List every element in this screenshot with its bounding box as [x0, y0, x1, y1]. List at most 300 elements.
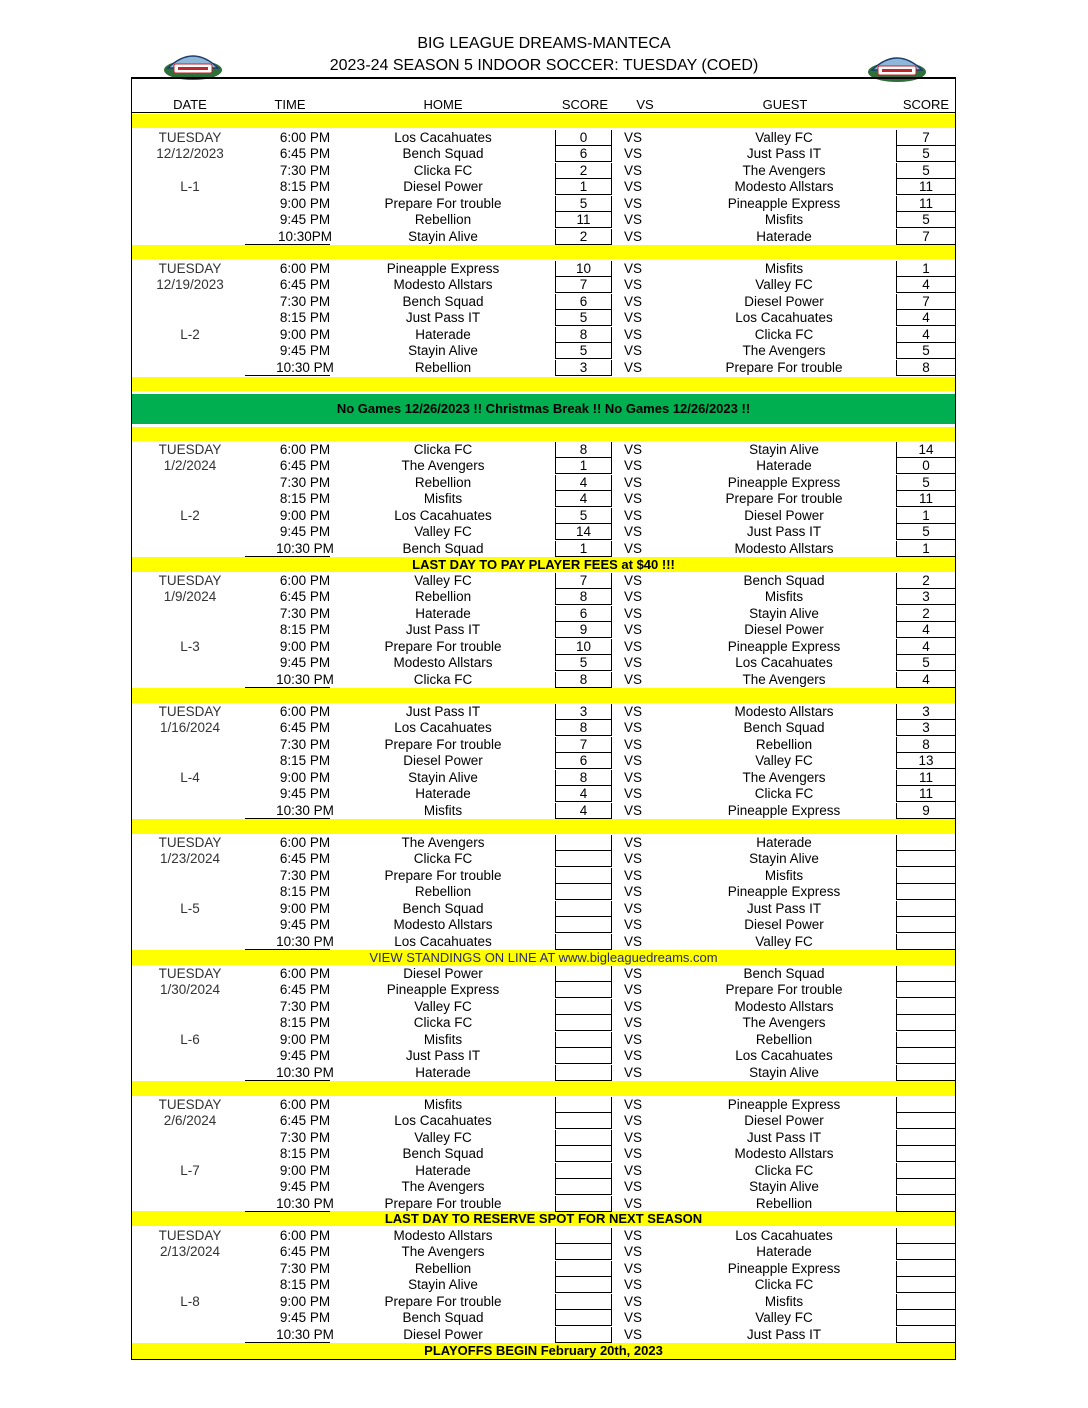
home-team: Just Pass IT: [405, 1048, 481, 1064]
table-row: [132, 966, 955, 982]
table-row: [132, 1146, 955, 1162]
vs-label: VS: [624, 573, 643, 588]
home-score: 6: [555, 146, 612, 162]
table-row: [132, 1065, 955, 1081]
column-header-date: DATE: [173, 97, 207, 112]
table-row: [132, 1163, 955, 1179]
guest-score: 11: [896, 770, 955, 786]
guest-score: [896, 1196, 955, 1212]
guest-team: Modesto Allstars: [734, 998, 834, 1014]
home-team: Diesel Power: [403, 1326, 483, 1342]
guest-team: Valley FC: [755, 277, 813, 293]
vs-label: VS: [624, 474, 643, 490]
table-row: [132, 770, 955, 786]
guest-score: [896, 901, 955, 917]
game-time: 6:00 PM: [279, 573, 331, 588]
home-team: Los Cacahuates: [394, 130, 492, 145]
table-top-rule: [131, 77, 956, 79]
week-end-rule: [245, 1211, 330, 1212]
guest-team: Clicka FC: [754, 1277, 814, 1293]
home-team: Bench Squad: [402, 293, 484, 309]
table-row: [132, 524, 955, 540]
home-team: Prepare For trouble: [384, 1195, 502, 1211]
vs-label: VS: [624, 720, 643, 736]
table-row: [132, 491, 955, 507]
home-score: [555, 835, 612, 851]
home-score: 3: [555, 360, 612, 376]
vs-label: VS: [624, 1228, 643, 1243]
guest-team: Valley FC: [755, 753, 813, 769]
home-team: Just Pass IT: [405, 704, 481, 719]
vs-label: VS: [624, 917, 643, 933]
week-end-rule: [245, 1342, 330, 1343]
game-time: 9:45 PM: [279, 917, 331, 933]
game-time: 8:15 PM: [279, 1015, 331, 1031]
home-score: [555, 1113, 612, 1129]
home-team: Rebellion: [414, 1260, 472, 1276]
vs-label: VS: [624, 1293, 643, 1309]
game-time: 7:30 PM: [279, 293, 331, 309]
home-score: 8: [555, 589, 612, 605]
home-team: Haterade: [415, 786, 471, 802]
game-time: 10:30 PM: [276, 802, 334, 818]
vs-label: VS: [624, 589, 643, 605]
home-score: 9: [555, 622, 612, 638]
separator-band: [132, 377, 955, 391]
game-time: 7:30 PM: [279, 867, 331, 883]
table-row: [132, 622, 955, 638]
guest-score: 5: [896, 524, 955, 540]
week-day: TUESDAY: [158, 1097, 222, 1112]
table-row: [132, 1048, 955, 1064]
table-row: [132, 655, 955, 671]
home-team: Stayin Alive: [408, 228, 478, 244]
game-time: 9:00 PM: [279, 638, 331, 654]
home-team: Bench Squad: [402, 900, 484, 916]
home-team: Modesto Allstars: [393, 655, 493, 671]
guest-team: Misfits: [764, 212, 804, 228]
guest-team: Modesto Allstars: [734, 704, 834, 719]
home-team: Modesto Allstars: [393, 917, 493, 933]
vs-label: VS: [624, 1113, 643, 1129]
guest-score: [896, 1097, 955, 1113]
game-time: 9:00 PM: [279, 195, 331, 211]
column-header-home: HOME: [423, 97, 463, 112]
game-time: 9:00 PM: [279, 900, 331, 916]
guest-score: 4: [896, 672, 955, 688]
guest-team: Bench Squad: [743, 573, 825, 588]
table-row: [132, 212, 955, 228]
vs-label: VS: [624, 1277, 643, 1293]
column-header-score: SCORE: [561, 97, 609, 112]
home-team: Haterade: [415, 1064, 471, 1080]
vs-label: VS: [624, 867, 643, 883]
home-score: 6: [555, 753, 612, 769]
table-row: [132, 1032, 955, 1048]
game-time: 6:45 PM: [279, 1244, 331, 1260]
guest-team: Stayin Alive: [749, 1064, 819, 1080]
week-date: 12/19/2023: [156, 277, 224, 293]
home-team: Rebellion: [414, 884, 472, 900]
table-row: [132, 196, 955, 212]
guest-score: 0: [896, 458, 955, 474]
table-row: [132, 753, 955, 769]
game-time: 6:00 PM: [279, 704, 331, 719]
home-score: 14: [555, 524, 612, 540]
guest-score: 3: [896, 720, 955, 736]
home-score: [555, 851, 612, 867]
guest-team: Misfits: [764, 867, 804, 883]
guest-score: 9: [896, 803, 955, 819]
home-score: 5: [555, 655, 612, 671]
guest-score: [896, 966, 955, 982]
guest-score: 7: [896, 130, 955, 146]
vs-label: VS: [624, 326, 643, 342]
vs-label: VS: [624, 179, 643, 195]
guest-team: Haterade: [756, 228, 812, 244]
guest-score: [896, 851, 955, 867]
game-time: 10:30 PM: [276, 671, 334, 687]
game-time: 6:00 PM: [279, 835, 331, 850]
table-row: [132, 163, 955, 179]
column-header-score-guest: SCORE: [902, 97, 950, 112]
guest-team: Diesel Power: [744, 507, 824, 523]
vs-label: VS: [624, 212, 643, 228]
game-time: 10:30 PM: [276, 933, 334, 949]
home-score: [555, 1048, 612, 1064]
column-header-time: TIME: [274, 97, 306, 112]
vs-label: VS: [624, 1310, 643, 1326]
guest-team: Modesto Allstars: [734, 179, 834, 195]
home-score: 7: [555, 573, 612, 589]
vs-label: VS: [624, 1064, 643, 1080]
guest-score: [896, 835, 955, 851]
guest-team: Modesto Allstars: [734, 1146, 834, 1162]
home-score: 2: [555, 229, 612, 245]
guest-score: 5: [896, 146, 955, 162]
guest-score: [896, 982, 955, 998]
home-team: Prepare For trouble: [384, 1293, 502, 1309]
guest-score: 5: [896, 163, 955, 179]
table-row: [132, 1196, 955, 1212]
guest-score: [896, 1113, 955, 1129]
table-row: [132, 146, 955, 162]
vs-label: VS: [624, 277, 643, 293]
home-score: [555, 1179, 612, 1195]
guest-team: Misfits: [764, 1293, 804, 1309]
vs-label: VS: [624, 507, 643, 523]
home-team: Prepare For trouble: [384, 195, 502, 211]
week-label: L-2: [180, 507, 200, 523]
table-row: [132, 672, 955, 688]
home-team: Valley FC: [414, 573, 472, 588]
home-score: 7: [555, 737, 612, 753]
separator-band: [132, 427, 955, 441]
home-score: 10: [555, 639, 612, 655]
home-team: Diesel Power: [403, 753, 483, 769]
vs-label: VS: [624, 442, 643, 457]
separator-band: [132, 688, 955, 703]
guest-score: [896, 917, 955, 933]
guest-score: [896, 1310, 955, 1326]
guest-score: 8: [896, 737, 955, 753]
vs-label: VS: [624, 1048, 643, 1064]
home-score: [555, 1244, 612, 1260]
home-score: 6: [555, 294, 612, 310]
game-time: 6:00 PM: [279, 130, 331, 145]
guest-score: 1: [896, 508, 955, 524]
guest-team: The Avengers: [742, 1015, 826, 1031]
table-row: [132, 1097, 955, 1113]
guest-team: Just Pass IT: [746, 524, 822, 540]
vs-label: VS: [624, 1260, 643, 1276]
table-row: [132, 868, 955, 884]
home-team: Just Pass IT: [405, 622, 481, 638]
guest-score: 2: [896, 573, 955, 589]
table-row: [132, 179, 955, 195]
table-row: [132, 606, 955, 622]
home-team: Los Cacahuates: [394, 933, 492, 949]
game-time: 9:45 PM: [279, 1310, 331, 1326]
guest-team: Diesel Power: [744, 622, 824, 638]
home-score: 4: [555, 475, 612, 491]
home-score: 8: [555, 442, 612, 458]
guest-score: [896, 1179, 955, 1195]
table-row: [132, 917, 955, 933]
guest-score: 4: [896, 622, 955, 638]
guest-team: Diesel Power: [744, 917, 824, 933]
home-score: [555, 999, 612, 1015]
home-score: [555, 1032, 612, 1048]
game-time: 9:45 PM: [279, 655, 331, 671]
game-time: 6:45 PM: [279, 982, 331, 998]
game-time: 10:30 PM: [276, 359, 334, 375]
week-date: 1/16/2024: [159, 720, 221, 736]
home-score: 5: [555, 508, 612, 524]
home-score: 1: [555, 179, 612, 195]
game-time: 7:30 PM: [279, 474, 331, 490]
week-label: L-3: [180, 638, 200, 654]
guest-score: [896, 1228, 955, 1244]
vs-label: VS: [624, 605, 643, 621]
home-score: 1: [555, 458, 612, 474]
game-time: 6:45 PM: [279, 277, 331, 293]
week-day: TUESDAY: [158, 442, 222, 457]
guest-team: Pineapple Express: [727, 638, 841, 654]
vs-label: VS: [624, 228, 643, 244]
week-label: L-5: [180, 900, 200, 916]
guest-team: The Avengers: [742, 343, 826, 359]
home-score: 5: [555, 310, 612, 326]
table-row: [132, 639, 955, 655]
vs-label: VS: [624, 802, 643, 818]
home-score: [555, 1228, 612, 1244]
guest-team: Clicka FC: [754, 786, 814, 802]
week-date: 2/13/2024: [159, 1244, 221, 1260]
home-score: 8: [555, 720, 612, 736]
guest-team: Los Cacahuates: [735, 1048, 833, 1064]
guest-score: 8: [896, 360, 955, 376]
vs-label: VS: [624, 622, 643, 638]
game-time: 9:45 PM: [279, 524, 331, 540]
table-row: [132, 1130, 955, 1146]
game-time: 6:00 PM: [279, 966, 331, 981]
guest-score: 5: [896, 475, 955, 491]
vs-label: VS: [624, 1326, 643, 1342]
home-team: Rebellion: [414, 359, 472, 375]
home-team: Los Cacahuates: [394, 720, 492, 736]
home-team: Misfits: [423, 1031, 463, 1047]
home-team: Diesel Power: [403, 179, 483, 195]
home-team: Prepare For trouble: [384, 638, 502, 654]
vs-label: VS: [624, 359, 643, 375]
game-time: 7:30 PM: [279, 736, 331, 752]
home-team: Just Pass IT: [405, 310, 481, 326]
home-score: [555, 917, 612, 933]
home-team: Misfits: [423, 491, 463, 507]
game-time: 8:15 PM: [279, 179, 331, 195]
week-end-rule: [245, 949, 330, 950]
guest-score: 13: [896, 753, 955, 769]
vs-label: VS: [624, 261, 643, 276]
home-score: [555, 1310, 612, 1326]
table-row: [132, 720, 955, 736]
page-subtitle: 2023-24 SEASON 5 INDOOR SOCCER: TUESDAY (COED): [329, 57, 759, 74]
home-team: Los Cacahuates: [394, 507, 492, 523]
standings-link-banner[interactable]: VIEW STANDINGS ON LINE AT www.bigleaguedreams.com: [132, 950, 955, 965]
home-team: The Avengers: [401, 1244, 485, 1260]
guest-team: Pineapple Express: [727, 884, 841, 900]
home-team: Rebellion: [414, 212, 472, 228]
home-score: 4: [555, 803, 612, 819]
week-end-rule: [245, 687, 330, 688]
guest-score: [896, 1261, 955, 1277]
guest-score: 5: [896, 343, 955, 359]
guest-team: Haterade: [756, 1244, 812, 1260]
table-row: [132, 261, 955, 277]
game-time: 8:15 PM: [279, 1277, 331, 1293]
guest-team: Rebellion: [755, 736, 813, 752]
home-score: [555, 868, 612, 884]
home-team: Misfits: [423, 802, 463, 818]
home-score: 0: [555, 130, 612, 146]
week-label: L-6: [180, 1031, 200, 1047]
guest-score: [896, 1015, 955, 1031]
home-score: [555, 1327, 612, 1343]
table-row: [132, 277, 955, 293]
guest-score: [896, 1163, 955, 1179]
home-team: Clicka FC: [413, 162, 473, 178]
guest-team: The Avengers: [742, 671, 826, 687]
vs-label: VS: [624, 1146, 643, 1162]
home-score: [555, 1065, 612, 1081]
guest-team: Los Cacahuates: [735, 310, 833, 326]
guest-team: Rebellion: [755, 1195, 813, 1211]
home-team: Clicka FC: [413, 442, 473, 457]
table-row: [132, 541, 955, 557]
christmas-break-banner: No Games 12/26/2023 !! Christmas Break !! No Games 12/26/2023 !!: [132, 394, 955, 424]
separator-band: [132, 1081, 955, 1096]
guest-team: Stayin Alive: [749, 851, 819, 867]
home-team: Modesto Allstars: [393, 1228, 493, 1243]
guest-team: Diesel Power: [744, 293, 824, 309]
guest-score: 1: [896, 541, 955, 557]
game-time: 9:00 PM: [279, 326, 331, 342]
vs-label: VS: [624, 1129, 643, 1145]
guest-team: Just Pass IT: [746, 900, 822, 916]
vs-label: VS: [624, 704, 643, 719]
home-team: Misfits: [423, 1097, 463, 1112]
vs-label: VS: [624, 491, 643, 507]
guest-team: Pineapple Express: [727, 1260, 841, 1276]
vs-label: VS: [624, 671, 643, 687]
guest-score: 4: [896, 277, 955, 293]
game-time: 8:15 PM: [279, 491, 331, 507]
game-time: 9:45 PM: [279, 343, 331, 359]
table-row: [132, 1294, 955, 1310]
guest-team: Los Cacahuates: [735, 655, 833, 671]
table-row: [132, 901, 955, 917]
table-row: [132, 327, 955, 343]
vs-label: VS: [624, 835, 643, 850]
game-time: 6:45 PM: [279, 589, 331, 605]
table-row: [132, 704, 955, 720]
guest-score: 7: [896, 229, 955, 245]
game-time: 8:15 PM: [279, 622, 331, 638]
guest-score: [896, 1065, 955, 1081]
game-time: 6:45 PM: [279, 1113, 331, 1129]
game-time: 7:30 PM: [279, 162, 331, 178]
home-team: Clicka FC: [413, 671, 473, 687]
guest-team: Just Pass IT: [746, 1129, 822, 1145]
guest-score: 11: [896, 786, 955, 802]
guest-score: [896, 1244, 955, 1260]
week-end-rule: [245, 375, 330, 376]
week-day: TUESDAY: [158, 573, 222, 588]
game-time: 10:30 PM: [276, 1064, 334, 1080]
home-team: Rebellion: [414, 589, 472, 605]
vs-label: VS: [624, 1031, 643, 1047]
notice-banner: PLAYOFFS BEGIN February 20th, 2023: [132, 1343, 955, 1359]
vs-label: VS: [624, 982, 643, 998]
guest-team: Haterade: [756, 458, 812, 474]
vs-label: VS: [624, 195, 643, 211]
separator-band: [132, 245, 955, 259]
vs-label: VS: [624, 293, 643, 309]
home-team: Clicka FC: [413, 851, 473, 867]
home-score: [555, 966, 612, 982]
game-time: 7:30 PM: [279, 1129, 331, 1145]
home-team: Stayin Alive: [408, 1277, 478, 1293]
guest-score: 11: [896, 491, 955, 507]
vs-label: VS: [624, 769, 643, 785]
home-score: 5: [555, 196, 612, 212]
table-row: [132, 310, 955, 326]
game-time: 6:00 PM: [279, 1097, 331, 1112]
guest-team: Los Cacahuates: [735, 1228, 833, 1243]
vs-label: VS: [624, 146, 643, 162]
home-score: 5: [555, 343, 612, 359]
game-time: 7:30 PM: [279, 605, 331, 621]
game-time: 6:45 PM: [279, 146, 331, 162]
week-day: TUESDAY: [158, 835, 222, 850]
guest-score: [896, 1146, 955, 1162]
table-row: [132, 1244, 955, 1260]
home-score: 4: [555, 786, 612, 802]
week-label: L-4: [180, 769, 200, 785]
home-score: 8: [555, 672, 612, 688]
home-team: Bench Squad: [402, 146, 484, 162]
